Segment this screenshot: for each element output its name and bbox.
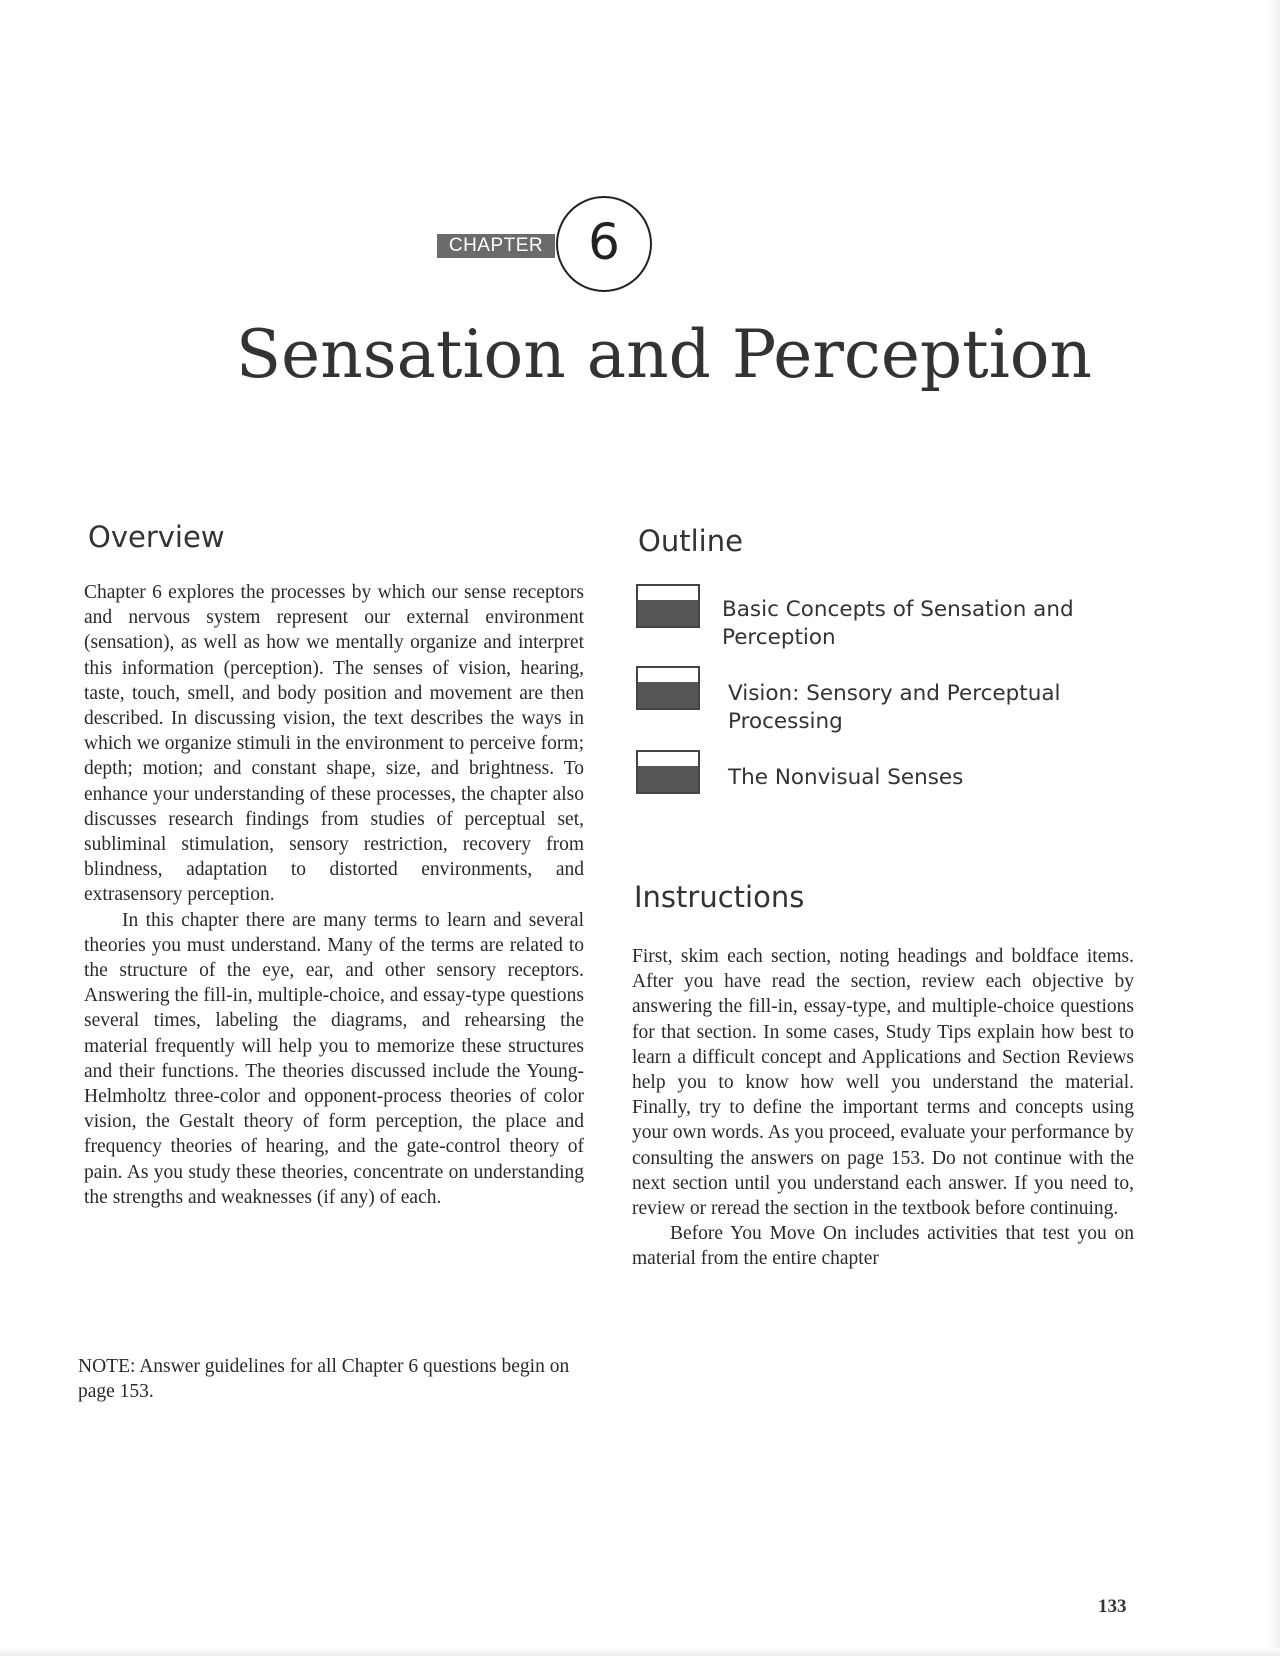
outline-item-label: The Nonvisual Senses — [728, 765, 964, 790]
instructions-paragraph: Before You Move On includes activities that test you on material from the entire chapter — [632, 1223, 1134, 1270]
outline-item-label: Vision: Sensory and Perceptual Processing — [728, 681, 1061, 734]
page-number: 133 — [1098, 1596, 1127, 1617]
section-marker-icon — [636, 750, 700, 794]
outline-item — [636, 582, 1116, 652]
page-edge-shadow — [1266, 0, 1280, 1656]
overview-paragraph: Chapter 6 explores the processes by which our sense receptors and nervous system represent our external environment (sensation), as well as how we mentally organize and interpret this information (perception). The senses of vision, hearing, taste, touch, smell, and body position and movement are then described. In discussing vision, the text describes the ways in which we organize stimuli in the environment to perceive form; depth; motion; and constant shape, size, and brightness. To enhance your understanding of these processes, the chapter also discusses research findings from studies of perceptual set, subliminal stimulation, sensory restriction, recovery from blindness, adaptation to distorted environments, and extrasensory perception. — [84, 582, 584, 906]
chapter-title: Sensation and Perception — [235, 316, 1093, 393]
outline-heading: Outline — [638, 524, 743, 558]
overview-body — [84, 580, 584, 1210]
overview-paragraph: In this chapter there are many terms to learn and several theories you must understand. Many of the terms are related to the structure of the eye, ear, and other sensory receptors. Answering the fill-in, multiple-choice, and essay-type questions several times, labeling the diagrams, and rehearsing the material frequently will help you to memorize these structures and their functions. The theories discussed include the Young-Helmholtz three-color and opponent-process theories of color vision, the Gestalt theory of form perception, the place and frequency theories of hearing, and the gate-control theory of pain. As you study these theories, concentrate on understanding the strengths and weaknesses (if any) of each. — [84, 909, 584, 1208]
page-bottom-shadow — [0, 1648, 1280, 1656]
instructions-body — [632, 944, 1134, 1272]
answer-note: NOTE: Answer guidelines for all Chapter 6 questions begin on page 153. — [78, 1356, 570, 1402]
overview-heading: Overview — [88, 520, 225, 554]
section-marker-icon — [636, 584, 700, 628]
chapter-label: CHAPTER — [437, 234, 555, 258]
outline-item — [636, 750, 1116, 800]
outline-item — [636, 666, 1116, 736]
section-marker-icon — [636, 666, 700, 710]
instructions-paragraph: First, skim each section, noting headings and boldface items. After you have read the section, review each objective by answering the fill-in, essay-type, and multiple-choice questions for that section. In some cases, Study Tips explain how best to learn a difficult concept and Applications and Section Reviews help you to know how well you understand the material. Finally, try to define the important terms and concepts using your own words. As you proceed, evaluate your performance by consulting the answers on page 153. Do not continue with the next section until you understand each answer. If you need to, review or reread the section in the textbook before continuing. — [632, 946, 1134, 1220]
chapter-number-circle: 6 — [556, 196, 652, 292]
chapter-badge — [437, 196, 667, 296]
instructions-heading: Instructions — [634, 880, 805, 914]
outline-item-label: Basic Concepts of Sensation and Perception — [722, 597, 1074, 650]
